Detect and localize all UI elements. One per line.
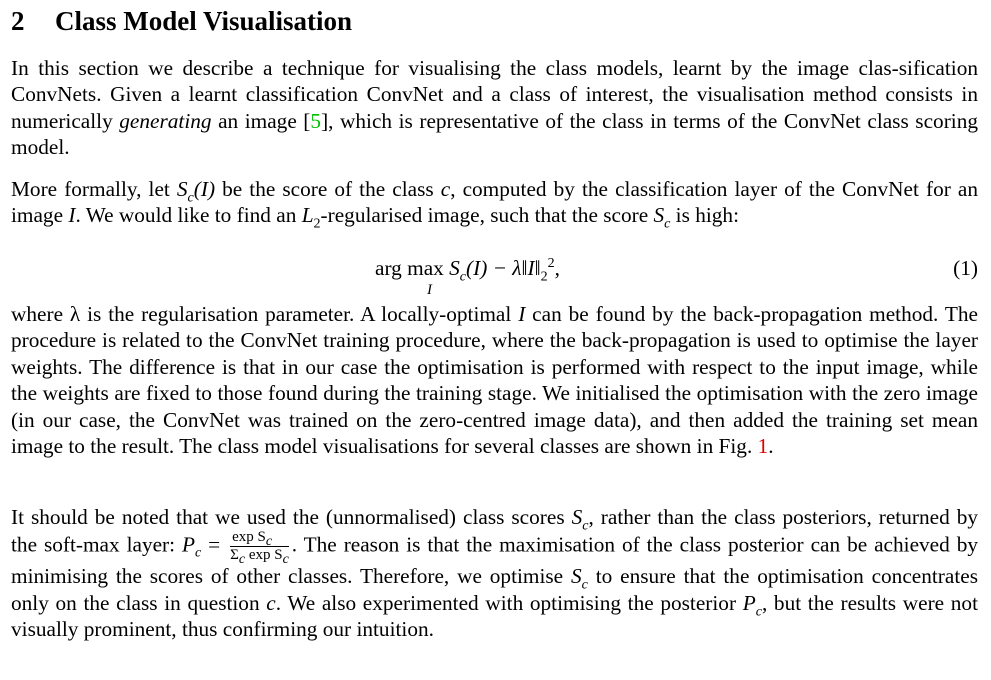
eq-argmax: arg max — [375, 256, 444, 280]
p2-sym-arg: (I) — [193, 177, 216, 201]
eq-norm-sub: 2 — [540, 269, 548, 285]
p4-text-b: , rather than the class posteriors, returned by the soft-max layer: — [11, 505, 978, 557]
section-heading — [11, 4, 352, 38]
p4-sub-c-2: c — [195, 546, 202, 562]
figure-ref-link[interactable]: 1 — [757, 434, 769, 459]
frac-denominator: exp S — [245, 547, 283, 564]
p1-text-c: ], which is representative of the class in terms of the ConvNet class scoring model. — [11, 108, 978, 160]
p4-text-e: . We also experimented with optimising the posterior — [275, 590, 743, 615]
eq-norm-sup: 2 — [547, 255, 555, 271]
p4-text-c: . The reason is that the maximisation of the class posterior can be achieved by minimising the scores of other classes. Therefore, we optimise — [11, 532, 978, 589]
paragraph-posterior — [11, 504, 978, 643]
frac-numerator: exp S — [232, 529, 266, 546]
eq-score: S — [449, 256, 460, 280]
p2-text-e: -regularised image, such that the score — [320, 203, 654, 228]
softmax-fraction — [230, 529, 289, 568]
p1-text-b: an image [ — [211, 108, 311, 133]
eq-score-sub: c — [459, 269, 467, 285]
section-number: 2 — [11, 6, 25, 36]
paragraph-intro — [11, 55, 978, 161]
p4-sub-c: c — [582, 518, 589, 534]
p2-text-b: be the score of the class — [215, 177, 441, 201]
p2-sub-c-2: c — [664, 216, 671, 232]
frac-sum: Σ — [230, 547, 239, 564]
p2-sub-c: c — [187, 190, 194, 206]
eq-body: (I) − λ‖I‖ — [466, 256, 541, 280]
section-title: Class Model Visualisation — [55, 6, 353, 36]
p2-text-d: . We would like to find an — [75, 203, 302, 228]
p4-sym-class: c — [266, 590, 276, 615]
p2-sym-image: I — [68, 203, 76, 228]
p4-text-d: to ensure that the optimisation concentrates only on the class in question — [11, 564, 979, 615]
p3-text-a: where λ is the regularisation parameter. A locally-optimal — [11, 302, 519, 326]
p4-sub-c-3: c — [581, 577, 588, 593]
p4-text-a: It should be noted that we used the (unnormalised) class scores — [11, 505, 572, 529]
frac-num-sub: c — [265, 534, 273, 550]
equation-body — [375, 255, 560, 298]
p2-sym-class: c — [440, 177, 451, 201]
p2-text-c: , computed by the classification layer of the ConvNet for an image — [11, 177, 978, 228]
p2-sym-score-2: S — [653, 203, 665, 228]
equation-number: (1) — [953, 256, 978, 280]
p3-text-b: can be found by the back-propagation method. The procedure is related to the ConvNet training procedure, where the back-propagation is used to optimise the layer weights. The difference is that in our case the optimisation is performed with respect to the input image, while the weights are fixed to those found during the training stage. We initialised the optimisation with the zero image (in our case, the ConvNet was trained on the zero-centred image data), and then added the training set mean image to the result. The class model visualisations for several classes are shown in Fig. — [11, 302, 978, 459]
eq-comma: , — [554, 256, 560, 280]
p3-sym-image: I — [518, 302, 526, 326]
p2-sym-L: L — [301, 203, 314, 228]
frac-den-sub: c — [282, 552, 289, 568]
p4-sym-P-2: P — [742, 590, 756, 615]
p4-sym-P: P — [182, 532, 196, 557]
p1-emphasis: generating — [119, 108, 212, 133]
p4-sym-score: S — [571, 505, 583, 529]
p4-equals: = — [201, 532, 228, 557]
paragraph-formal — [11, 176, 978, 232]
equation-1 — [11, 255, 978, 299]
p2-text-a: More formally, let — [11, 177, 177, 201]
p3-text-c: . — [768, 434, 774, 459]
eq-argmax-under: I — [427, 282, 432, 298]
p1-text-a: In this section we describe a technique for visualising the class models, learnt by the image clas-sification ConvNets. Given a learnt classification ConvNet and a class of interest, the visualisation method consists in numerically — [11, 56, 978, 133]
p4-sym-score-2: S — [571, 564, 582, 589]
paragraph-method — [11, 301, 978, 459]
p4-text-f: , but the results were not visually prominent, thus confirming our intuition. — [11, 590, 978, 642]
p2-sym-score: S — [176, 177, 188, 201]
citation-link[interactable]: 5 — [310, 108, 322, 133]
frac-sum-sub: c — [238, 552, 246, 568]
p4-sub-c-4: c — [755, 604, 762, 620]
p2-sub-2: 2 — [313, 216, 321, 232]
p2-text-f: is high: — [670, 203, 739, 228]
